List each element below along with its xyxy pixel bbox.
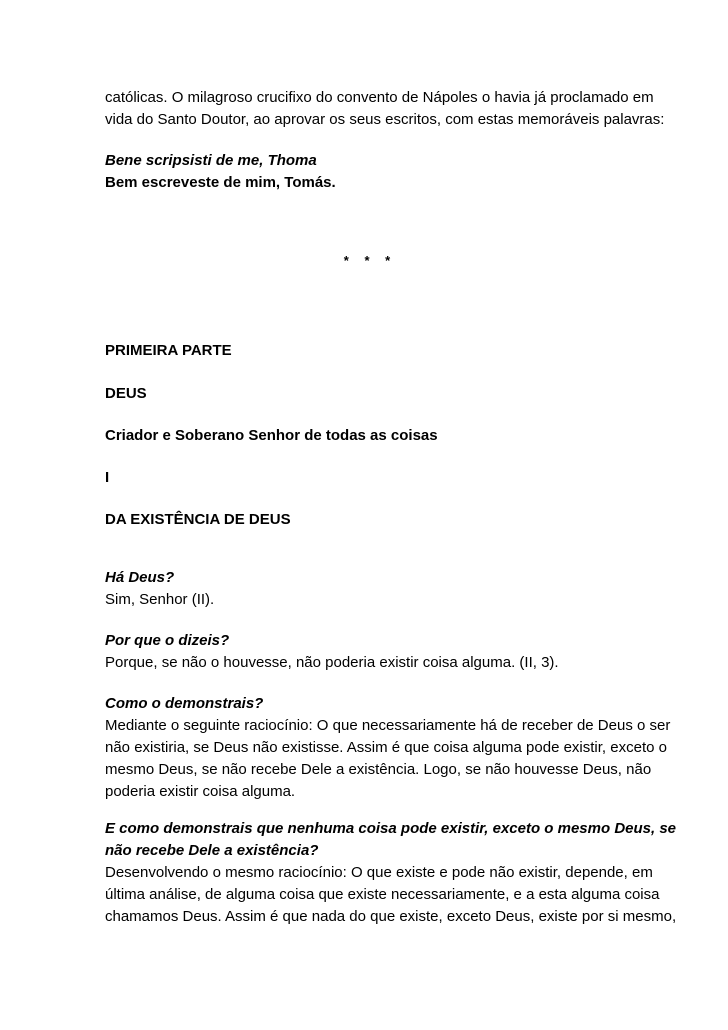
intro-paragraph	[105, 87, 665, 131]
subtitle-heading: Criador e Soberano Senhor de todas as coisas	[105, 427, 438, 444]
asterisk-separator: * * *	[343, 253, 397, 268]
question-line: não recebe Dele a existência?	[105, 842, 319, 859]
part-heading: PRIMEIRA PARTE	[105, 342, 232, 359]
question-line: E como demonstrais que nenhuma coisa pode existir, exceto o mesmo Deus, se	[105, 820, 677, 837]
answer-line: Desenvolvendo o mesmo raciocínio: O que existe e pode não existir, depende, em	[105, 864, 653, 881]
answer-line: Mediante o seguinte raciocínio: O que necessariamente há de receber de Deus o ser	[105, 717, 671, 734]
qa-item	[105, 630, 627, 674]
answer-line: última análise, de alguma coisa que existe necessariamente, e a esta alguma coisa	[105, 886, 660, 903]
latin-quote: Bene scripsisti de me, Thoma	[105, 152, 317, 169]
qa-item	[105, 567, 627, 611]
question: Por que o dizeis?	[105, 632, 230, 649]
answer: Porque, se não o houvesse, não poderia existir coisa alguma. (II, 3).	[105, 654, 559, 671]
section-separator	[105, 252, 627, 269]
answer: Sim, Senhor (II).	[105, 591, 215, 608]
answer-line: mesmo Deus, se não recebe Dele a existência. Logo, se não houvesse Deus, não	[105, 761, 652, 778]
qa-item	[105, 818, 677, 928]
intro-line: católicas. O milagroso crucifixo do convento de Nápoles o havia já proclamado em	[105, 89, 654, 106]
qa-item	[105, 693, 671, 803]
answer-line: poderia existir coisa alguma.	[105, 783, 296, 800]
question: Há Deus?	[105, 569, 175, 586]
intro-line: vida do Santo Doutor, ao aprovar os seus escritos, com estas memoráveis palavras:	[105, 111, 665, 128]
answer-line: não existiria, se Deus não existisse. Assim é que coisa alguma pode existir, exceto o	[105, 739, 667, 756]
chapter-heading: DA EXISTÊNCIA DE DEUS	[105, 511, 291, 528]
latin-quote-block	[105, 150, 627, 194]
answer-line: chamamos Deus. Assim é que nada do que existe, exceto Deus, existe por si mesmo,	[105, 908, 677, 925]
god-heading: DEUS	[105, 385, 147, 402]
roman-numeral-heading: I	[105, 469, 110, 486]
quote-translation: Bem escreveste de mim, Tomás.	[105, 174, 336, 191]
question: Como o demonstrais?	[105, 695, 264, 712]
